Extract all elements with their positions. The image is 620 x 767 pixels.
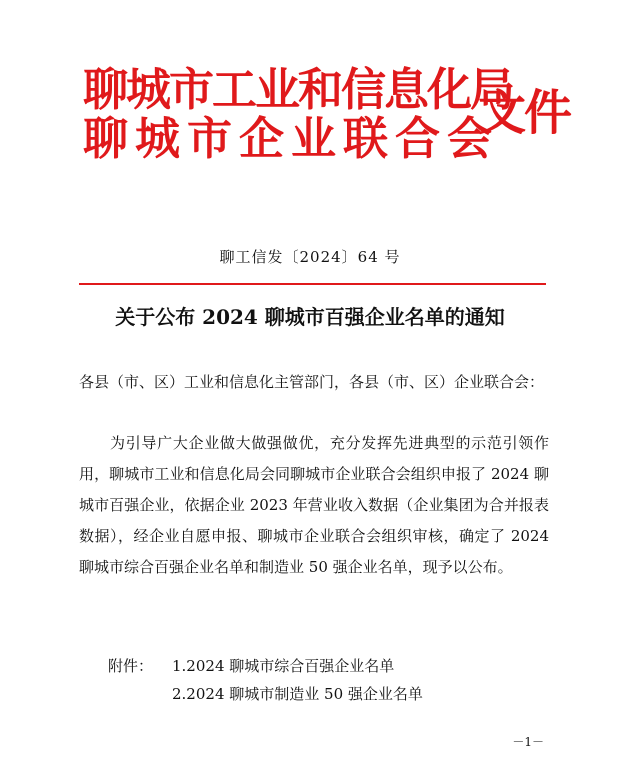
issuer-line-1: 聊城市工业和信息化局 [83, 63, 514, 116]
salutation: 各县（市、区）工业和信息化主管部门，各县（市、区）企业联合会： [79, 373, 545, 391]
document-suffix: 文件 [478, 85, 571, 141]
attachment-item: 1.2024 聊城市综合百强企业名单 [172, 657, 395, 675]
notice-title: 关于公布 2024 聊城市百强企业名单的通知 [115, 305, 505, 329]
attachments-label: 附件： [108, 657, 154, 675]
issuer-line-2: 聊城市企业联合会 [83, 112, 500, 165]
attachment-item: 2.2024 聊城市制造业 50 强企业名单 [172, 685, 423, 703]
body-paragraph: 为引导广大企业做大做强做优，充分发挥先进典型的示范引领作用，聊城市工业和信息化局会同聊城市企业联合会组织申报了 2024 聊城市百强企业，依据企业 2023 年营业收入数据（企业集团为合并报表数据），经企业自愿申报、聊城市企业联合会组织审核，确定了 2024 聊城市综合百强企业名单和制造业 50 强企业名单，现予以公布。 [79, 434, 549, 576]
document-number: 聊工信发〔2024〕64 号 [219, 248, 401, 266]
red-divider [79, 283, 546, 285]
page-number: －1－ [512, 735, 544, 749]
